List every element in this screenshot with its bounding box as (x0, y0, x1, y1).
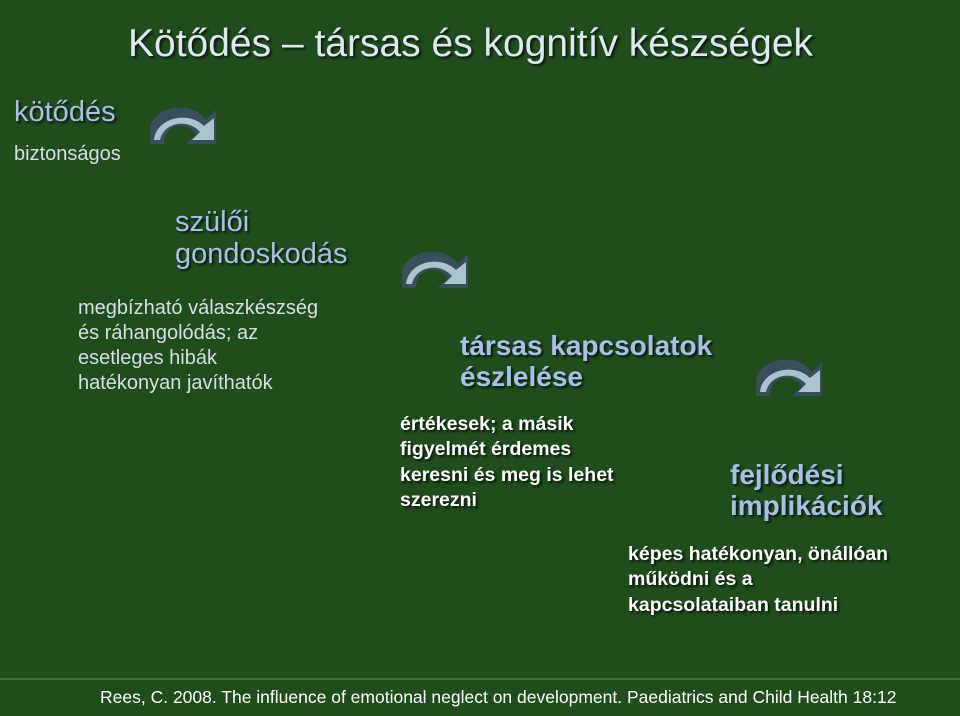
curved-arrow-icon (752, 352, 834, 398)
parental-care-heading-line1: szülői (175, 206, 250, 238)
attachment-subheading: biztonságos (14, 143, 121, 165)
developmental-implications-line1: képes hatékonyan, önállóan (628, 543, 889, 565)
footer-divider (0, 678, 960, 680)
developmental-implications-body (628, 542, 888, 618)
social-relations-line3: keresni és meg is lehet (400, 463, 614, 486)
curved-arrow-icon (146, 100, 228, 146)
parental-care-line1: megbízható válaszkészség (78, 297, 319, 319)
curved-arrow-icon (398, 244, 480, 290)
parental-care-body (78, 296, 318, 396)
social-relations-heading-line2: észlelése (460, 361, 583, 393)
parental-care-line2: és ráhangolódás; az (78, 322, 259, 344)
parental-care-line4: hatékonyan javíthatók (78, 372, 273, 394)
social-relations-heading-line1: társas kapcsolatok (460, 330, 713, 361)
social-relations-line2: figyelmét érdemes (400, 438, 572, 461)
developmental-implications-heading (730, 459, 883, 522)
parental-care-line3: esetleges hibák (78, 347, 217, 369)
developmental-implications-line3: kapcsolataiban tanulni (628, 593, 839, 616)
slide-title: Kötődés – társas és kognitív készségek (128, 22, 814, 65)
social-relations-body (400, 412, 614, 513)
attachment-heading: kötődés (14, 96, 116, 128)
social-relations-heading (460, 330, 712, 393)
developmental-implications-line2: működni és a (628, 568, 753, 591)
parental-care-heading (175, 206, 348, 271)
social-relations-line4: szerezni (400, 489, 477, 512)
reference-citation: Rees, C. 2008. The influence of emotional neglect on development. Paediatrics and Child Health 18:12 (100, 687, 897, 707)
developmental-implications-heading-line1: fejlődési (730, 459, 844, 490)
parental-care-heading-line2: gondoskodás (175, 238, 348, 271)
developmental-implications-heading-line2: implikációk (730, 490, 883, 522)
social-relations-line1: értékesek; a másik (400, 413, 574, 435)
